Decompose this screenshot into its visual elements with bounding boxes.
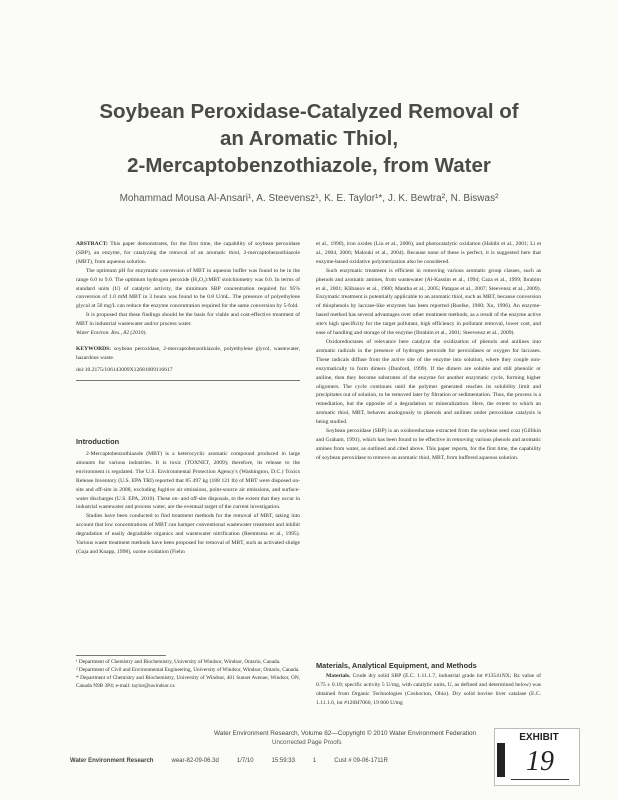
abstract — [76, 240, 300, 338]
bar-code: wear-82-09-06.3d — [171, 758, 219, 764]
keywords — [76, 345, 300, 363]
exhibit-label: EXHIBIT — [519, 732, 559, 743]
bar-time: 15:59:33 — [271, 758, 295, 764]
journal-footer: Water Environment Research, Volume 82—Copyright © 2010 Water Environment Federation — [214, 730, 477, 737]
materials-text: Crude dry solid SBP (E.C. 1.11.1.7, industrial grade lot #13541NX; Rz value of 0.75 ± 0.10; specific activity 5 U/mg, with catalytic units, U, as defined and determined below) was obtained from Organic Technologies (Coshocton, Ohio). Dry solid bovine liver catalase (E.C. 1.11.1.6, lot #120H7060, 19 800 U/mg — [316, 673, 541, 706]
right-p2: Oxidoreductases of relevance here catalyze the oxidization of phenols and anilines into aromatic radicals in the presence of hydrogen peroxide for peroxidases or oxygen for laccases. These radicals diffuse from the active site of the enzyme into solution, where they couple non-enzymatically to form dimers (Dunford, 1999). If the dimers are soluble and still phenolic or aniline, then they become substrates of the enzyme for another enzymatic cycle, forming higher oligomers. The cycle continues until the polymer generated reaches its solubility limit and precipitates out of solution, to be removed later by filtration or sedimentation. Thus, the process is a remediation, but the opposite of a degradation or mineralization. Here, the extent to which an aromatic thiol, MBT, behaves analogously to phenols and anilines under peroxidase catalysis is being studied. — [316, 338, 541, 426]
intro-p2: Studies have been conducted to find treatment methods for the removal of MBT, taking into account that low concentrations of MBT can hamper conventional wastewater treatment and inhibit degradation of easily degradable organics and wastewater nitrification (Reemtsma et al., 1995). Various waste treatment methods have been proposed for removal of MBT, such as activated sludge (Gaja and Knapp, 1998), ozone oxidation (Fiehn — [76, 513, 300, 555]
bar-journal: Water Environment Research — [70, 758, 154, 764]
production-bar — [70, 758, 430, 764]
title-line-2: an Aromatic Thiol, — [219, 127, 399, 150]
footnotes — [76, 658, 300, 690]
footnote-divider — [76, 655, 166, 656]
proof-footer: Uncorrected Page Proofs — [272, 739, 342, 746]
title-line-1: Soybean Peroxidase-Catalyzed Removal of — [99, 100, 519, 123]
intro-body — [76, 450, 300, 557]
right-p3: Soybean peroxidase (SBP) is an oxidoreductase extracted from the soybean seed coat (Gillikin and Graham, 1991), which has been found to be effective in removing various phenols and aromatic amines from water, as outlined and cited above. This paper reports, for the first time, the capability of soybean peroxidase to remove an aromatic thiol, MBT, from buffered aqueous solution. — [316, 428, 541, 461]
footnote-2: ² Department of Civil and Environmental Engineering, University of Windsor, Windsor, Ontario, Canada. — [76, 667, 300, 673]
abstract-citation: Water Environ. Res., 82 (2010). — [76, 330, 147, 337]
abstract-p2: The optimum pH for enzymatic conversion of MBT in aqueous buffer was found to be in the range 6.0 to 9.0. The optimum hydrogen peroxide (H₂O₂):MBT stoichiometry was 0.6. In terms of standard units (U) of catalytic activity, the minimum SBP concentration required for 95% conversion of 1.0 mM MBT in 3 hours was found to be 0.8 U/mL. The presence of polyethylene glycol at 50 mg/L can reduce the enzyme concentration required for the same conversion by 5-fold. — [76, 267, 300, 310]
footnote-3: * Department of Chemistry and Biochemistry, University of Windsor, 401 Sunset Avenue, Windsor, ON, Canada N9B 3P4; e-mail: taylor@uwindsor.ca — [76, 675, 300, 689]
article-title — [0, 98, 618, 179]
right-p1: Such enzymatic treatment is efficient in removing various aromatic group classes, such as phenols and aromatic amines, from wastewater (Al-Kassim et al., 1994; Caza et al., 1999; Ibrahim et al., 2001; Klibanov et al., 1980; Mantha et al., 2005; Patapas et al., 2007; Steevensz et al., 2009). Enzymatic treatment is potentially applicable to an aromatic thiol, such as MBT, because conversion of thiophenols by laccase-like enzymes has been reported (Roelke, 1960; Xu, 1996). An enzyme-based method has several advantages over other treatment methods, as a result of the enzyme active site's high specificity for the target pollutant, high efficiency in pollutant removal, lower cost, and ease of handling and storage of the enzyme (Ibrahim et al., 2001; Steevensz et al., 2009). — [316, 267, 541, 337]
bar-date: 1/7/10 — [236, 758, 254, 764]
keywords-label: KEYWORDS: — [76, 346, 112, 352]
methods-heading: Materials, Analytical Equipment, and Methods — [316, 661, 477, 670]
bar-cust: Cust # 09-06-1711R — [334, 758, 388, 764]
materials-label: Materials. — [326, 673, 351, 679]
title-line-3: 2-Mercaptobenzothiazole, from Water — [127, 154, 491, 177]
abstract-p3: It is proposed that these findings should be the basis for viable and cost-effective treatment of MBT in industrial wastewater and/or process water. — [76, 312, 300, 328]
keywords-text: soybean peroxidase, 2-mercaptobenzothiazole, polyethylene glycol, wastewater, hazardous waste. — [76, 346, 300, 361]
abstract-p1: This paper demonstrates, for the first time, the capability of soybean peroxidase (SBP), an enzyme, for catalyzing the removal of an aromatic thiol, 2-mercaptobenzothiazole (MBT), from aqueous solution. — [76, 241, 300, 265]
right-column-body — [316, 240, 541, 463]
exhibit-sticker — [494, 728, 580, 786]
intro-heading: Introduction — [76, 437, 120, 446]
intro-p1: 2-Mercaptobenzothiazole (MBT) is a heterocyclic aromatic compound produced in large amounts for various industries. It is toxic (TOXNET, 2009); therefore, its release to the environment is regulated. The U.S. Environmental Protection Agency's (Washington, D.C.) Toxics Release Inventory (U.S. EPA TRI) reported that 85 497 kg (188 121 lb) of MBT were disposed on-site and off-site in 2008, excluding fugitive air emissions, point-source air emissions, and surface-water discharges (U.S. EPA, 2010). These on- and off-site disposals, to the extent that they occur in industrial wastewater and process water, are the eventual target of the current investigation. — [76, 451, 300, 511]
abstract-divider — [76, 380, 300, 381]
bar-page: 1 — [312, 758, 317, 764]
sticker-side-strip — [497, 743, 505, 777]
doi: doi:10.2175/106143009X12681009116617 — [76, 367, 173, 373]
materials-body — [316, 672, 541, 708]
right-p0: et al., 1998), iron oxides (Liu et al., 2006), and photocatalytic oxidation (Habibi et al., 2001; Li et al., 2004, 2006; Malouki et al., 2004). Because none of these is perfect, it is suggested here that enzyme-based oxidative polymerization also be considered. — [316, 241, 541, 265]
author-list: Mohammad Mousa Al-Ansari¹, A. Steevensz¹, K. E. Taylor¹*, J. K. Bewtra², N. Biswas² — [119, 193, 499, 204]
abstract-label: ABSTRACT: — [76, 241, 108, 247]
footnote-1: ¹ Department of Chemistry and Biochemistry, University of Windsor, Windsor, Ontario, Canada. — [76, 659, 281, 665]
exhibit-number: 19 — [511, 745, 569, 780]
